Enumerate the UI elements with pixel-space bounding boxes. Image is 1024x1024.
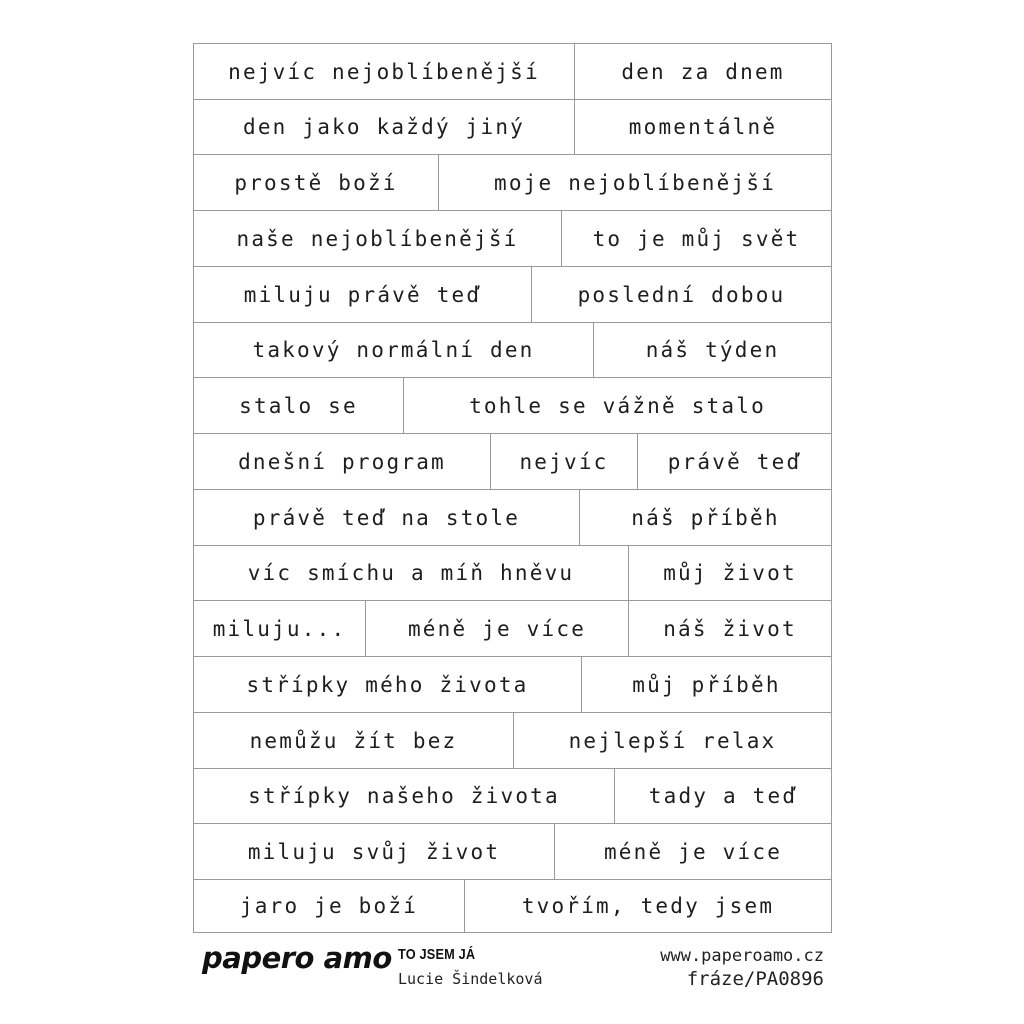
phrase-row <box>194 713 831 769</box>
phrase-row <box>194 100 831 155</box>
phrase-sticker: poslední dobou <box>577 282 786 307</box>
phrase-sticker: náš příběh <box>631 505 780 530</box>
phrase-sticker: můj příběh <box>632 672 781 697</box>
phrase-sticker: méně je více <box>603 839 783 864</box>
phrase-row <box>194 155 831 211</box>
phrase-sticker: střípky mého života <box>194 657 582 712</box>
brand-logo: papero amo <box>202 941 392 975</box>
product-code: fráze/PA0896 <box>686 968 824 990</box>
phrase-sticker: den jako každý jiný <box>194 100 575 154</box>
phrase-row <box>194 267 831 323</box>
phrase-sticker: miluju svůj život <box>194 824 555 879</box>
phrase-sticker: nejvíc nejoblíbenější <box>194 44 575 99</box>
phrase-sticker: můj život <box>663 561 797 585</box>
phrase-sticker: tvořím, tedy jsem <box>521 894 775 918</box>
phrase-sticker: tady a teď <box>648 784 798 808</box>
phrase-sticker: náš týden <box>645 338 780 362</box>
phrase-sticker: dnešní program <box>194 434 491 489</box>
phrase-row <box>194 211 831 267</box>
phrase-sticker: nemůžu žít bez <box>194 713 514 768</box>
phrase-sticker: jaro je boží <box>194 880 465 932</box>
phrase-sticker: takový normální den <box>194 323 594 377</box>
phrase-sticker: moje nejoblíbenější <box>493 170 777 195</box>
phrase-sticker: nejlepší relax <box>568 728 777 753</box>
phrase-sticker: právě teď <box>667 449 802 474</box>
phrase-sticker: nejvíc <box>491 434 638 489</box>
phrase-sticker: prostě boží <box>194 155 439 210</box>
phrase-sticker: miluju právě teď <box>194 267 532 322</box>
phrase-sticker: miluju... <box>194 601 366 656</box>
phrase-sticker: tohle se vážně stalo <box>469 393 766 418</box>
collection-title: TO JSEM JÁ <box>398 946 476 963</box>
phrase-sticker: momentálně <box>628 115 778 139</box>
phrase-row <box>194 769 831 824</box>
phrase-row <box>194 657 831 713</box>
website-url: www.paperoamo.cz <box>660 946 824 966</box>
phrase-sticker: náš život <box>663 616 797 641</box>
phrase-row <box>194 490 831 546</box>
phrase-sticker: to je můj svět <box>592 226 801 251</box>
phrase-row <box>194 378 831 434</box>
phrase-sticker: méně je více <box>366 601 629 656</box>
phrase-sticker: střípky našeho života <box>194 769 615 823</box>
phrase-sticker: právě teď na stole <box>194 490 580 545</box>
phrase-sticker: den za dnem <box>621 59 785 84</box>
author-name: Lucie Šindelková <box>398 970 543 988</box>
phrase-row <box>194 323 831 378</box>
phrase-row <box>194 44 831 100</box>
phrase-row <box>194 434 831 490</box>
phrase-row <box>194 546 831 601</box>
phrase-sticker: víc smíchu a míň hněvu <box>194 546 629 600</box>
phrase-sticker: naše nejoblíbenější <box>194 211 562 266</box>
phrase-row <box>194 601 831 657</box>
phrase-row <box>194 880 831 932</box>
phrase-sticker-sheet <box>193 43 832 933</box>
phrase-row <box>194 824 831 880</box>
phrase-sticker: stalo se <box>194 378 404 433</box>
